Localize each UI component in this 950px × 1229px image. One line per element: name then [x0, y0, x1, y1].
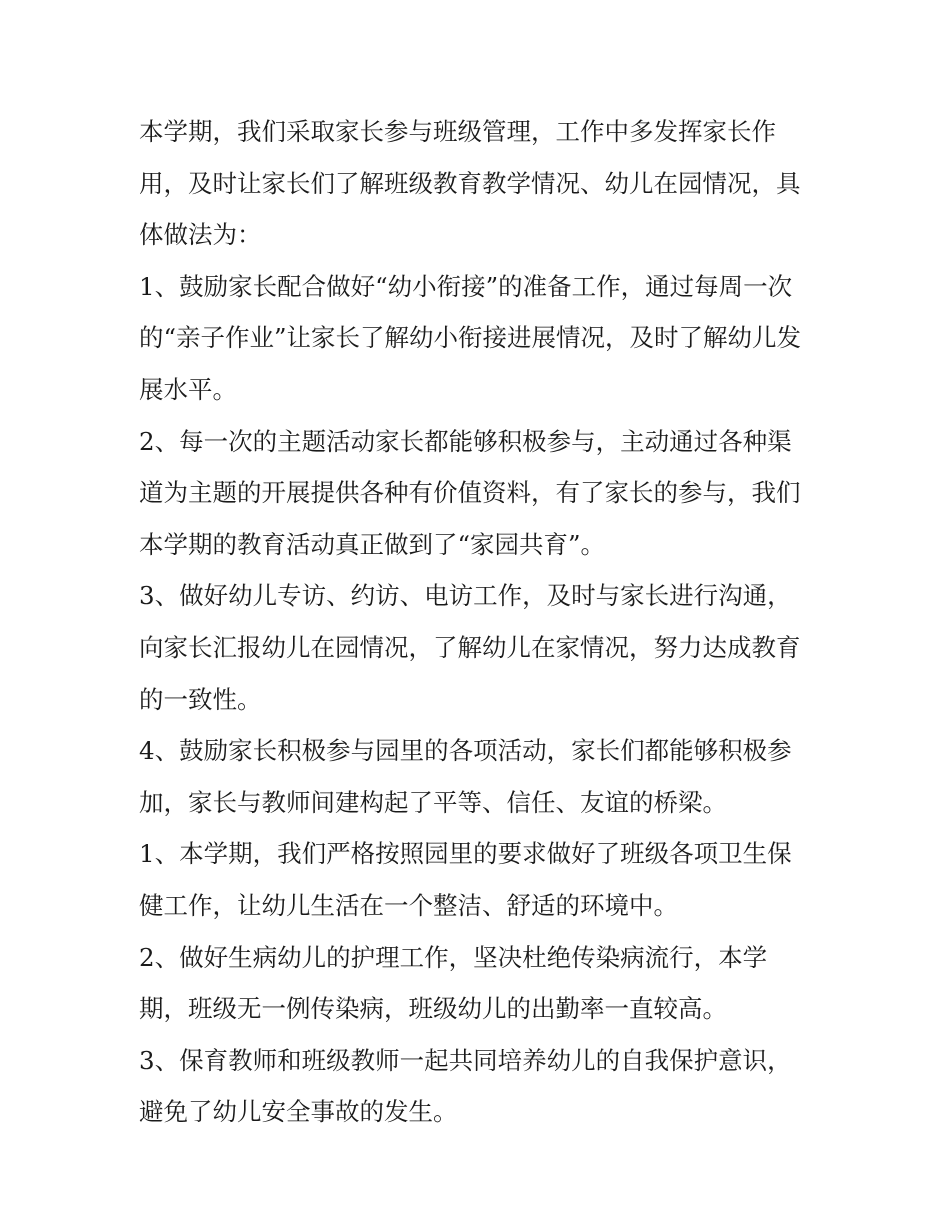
text-line: 4、鼓励家长积极参与园里的各项活动，家长们都能够积极参	[139, 736, 792, 766]
text-line: 健工作，让幼儿生活在一个整洁、舒适的环境中。	[139, 890, 678, 920]
text-line: 3、保育教师和班级教师一起共同培养幼儿的自我保护意识，	[139, 1045, 792, 1075]
text-line: 避免了幼儿安全事故的发生。	[139, 1097, 458, 1127]
text-line: 本学期，我们采取家长参与班级管理，工作中多发挥家长作	[139, 117, 776, 146]
text-line: 用，及时让家长们了解班级教育教学情况、幼儿在园情况，具	[139, 168, 801, 198]
text-line: 2、每一次的主题活动家长都能够积极参与，主动通过各种渠	[139, 426, 792, 456]
text-line: 2、做好生病幼儿的护理工作，坚决杜绝传染病流行，本学	[139, 942, 768, 972]
text-line: 3、做好幼儿专访、约访、电访工作，及时与家长进行沟通，	[139, 581, 792, 611]
text-line: 道为主题的开展提供各种有价值资料，有了家长的参与，我们	[139, 478, 801, 508]
text-line: 的一致性。	[139, 684, 262, 714]
text-line: 向家长汇报幼儿在园情况，了解幼儿在家情况，努力达成教育	[139, 632, 801, 662]
text-line: 加，家长与教师间建构起了平等、信任、友谊的桥梁。	[139, 787, 727, 817]
text-line: 展水平。	[139, 374, 237, 404]
text-line: 本学期的教育活动真正做到了“家园共育”。	[139, 529, 606, 559]
text-line: 期，班级无一例传染病，班级幼儿的出勤率一直较高。	[139, 994, 727, 1024]
document-body	[139, 106, 819, 1138]
text-line: 的“亲子作业”让家长了解幼小衔接进展情况，及时了解幼儿发	[139, 323, 802, 353]
text-line: 1、本学期，我们严格按照园里的要求做好了班级各项卫生保	[139, 839, 792, 869]
text-line: 1、鼓励家长配合做好“幼小衔接”的准备工作，通过每周一次	[139, 271, 793, 301]
text-line: 体做法为：	[139, 220, 262, 250]
